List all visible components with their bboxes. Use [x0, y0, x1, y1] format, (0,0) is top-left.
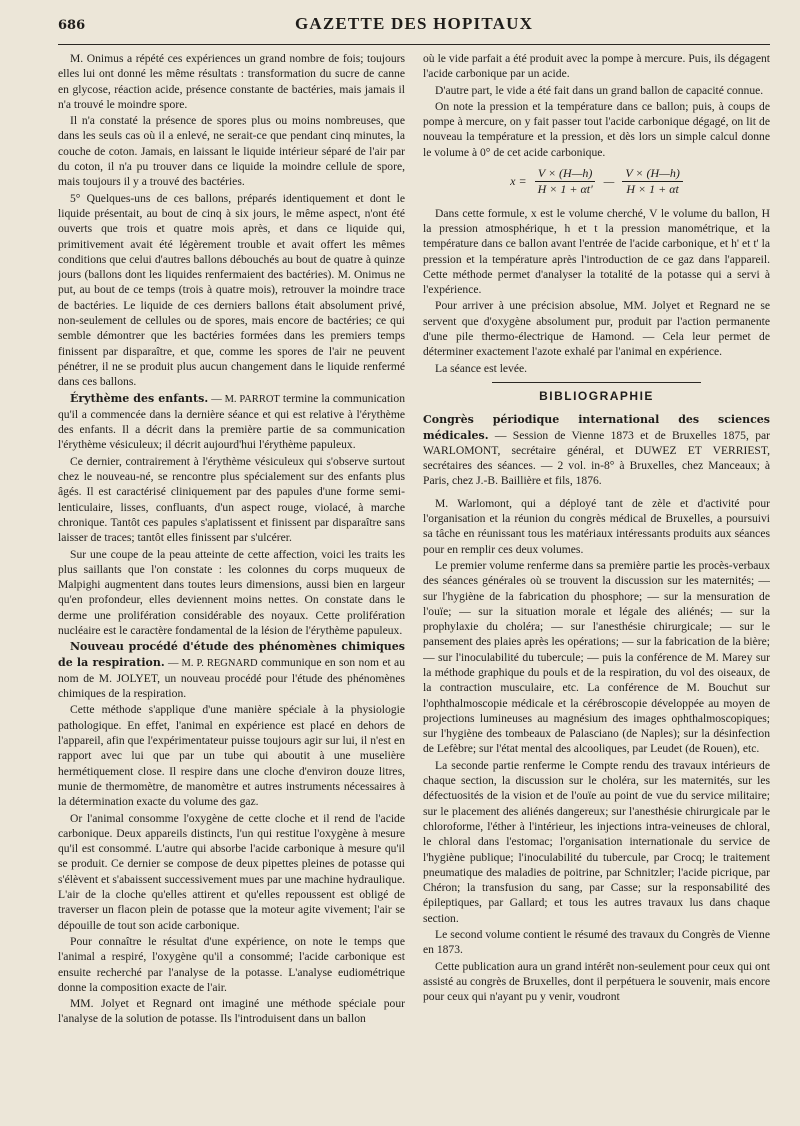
- fraction-1: [535, 166, 596, 198]
- right-column: [423, 51, 770, 1121]
- section-author: — M. P. REGNARD: [168, 657, 258, 669]
- paragraph: Sur une coupe de la peau atteinte de cette affection, voici les traits les plus saillants que l'on constate : les colonnes du corps muqueux de Malpighi augmentent dans toutes leurs dimensions, aussi bien en largeur qu'en profondeur, elles deviennent moins nettes. On constate dans le derme une prolifération considérable des noyaux. Cette prolifération nucléaire est le caractère fondamental de la lésion de l'érythème papuleux.: [58, 547, 405, 637]
- paragraph: Pour arriver à une précision absolue, MM. Jolyet et Regnard ne se servent que d'oxygène absolument pur, produit par l'action permanente d'une pile thermo-électrique de Hamond. — Cela leur permet de déterminer exactement l'azote exhalé par l'animal en expérience.: [423, 299, 770, 359]
- paragraph: Pour connaître le résultat d'une expérience, on note le temps que l'animal a respiré, l'oxygène qu'il a consommé; l'acide carbonique est ensuite recherché par l'analyse de la potasse. L'analyse eudiométrique donne la composition exacte de l'air.: [58, 934, 405, 994]
- paragraph: D'autre part, le vide a été fait dans un grand ballon de capacité connue.: [435, 83, 764, 97]
- paragraph: MM. Jolyet et Regnard ont imaginé une méthode spéciale pour l'analyse de la solution de potasse. Ils l'introduisent dans un ballon: [58, 997, 405, 1026]
- formula-lhs: x =: [510, 174, 527, 189]
- text-columns: [58, 51, 770, 1121]
- section-title: Érythème des enfants.: [70, 391, 209, 405]
- paragraph: Ce dernier, contrairement à l'érythème vésiculeux qui s'observe surtout chez le nouveau-né, se rencontre plus spécialement sur des enfants plus âgés. Il est caractérisé cliniquement par des papules d'une forme semi-lenticulaire, lisses, confluants, d'un aspect rouge, violacé, à marche chronique. Tantôt ces papules s'aplatissent et finissent par disparaître sans laisser de traces; tantôt elles finissent par s'ulcérer.: [58, 454, 405, 545]
- page-header: [58, 14, 770, 45]
- fraction-numerator: V × (H—h): [622, 166, 683, 182]
- paragraph: Cette méthode s'applique d'une manière spéciale à la physiologie pathologique. En effet, l'animal en expérience est placé en dehors de l'appareil, afin que l'expérimentateur puisse toujours agir sur lui, il n'est en rapport avec lui que par un tube qui aboutit à une muselière hermétiquement close. Il respire dans une cloche d'environ douze litres, munie de thermomètre, de manomètre et autres instruments nécessaires à la détermination exacte du volume des gaz.: [58, 703, 405, 809]
- section-paragraph: [58, 639, 405, 701]
- paragraph: 5° Quelques-uns de ces ballons, préparés identiquement et dont le liquide présentait, au bout de cinq à six jours, le même aspect, n'ont été ouverts que trois et quatre mois après, et dans ce liquide qui, primitivement avait été légèrement trouble et avait offert les mêmes conditions que celui d'autres ballons débouchés au bout de quatre à quinze jours (ballons dont les liquides renfermaient des bactéries). M. Onimus ne put, au bout de ce temps (trois à quatre mois), retrouver la moindre trace de bactéries. Le liquide de ces derniers ballons était absolument privé, non-seulement de cellules ou de spores, mais encore de bactéries; ce qui semble démontrer que les bactéries formées dans les premiers temps finissent par disparaître, et que, comme les spores de l'air ne peuvent pénétrer, il ne se produit plus aucun changement dans le liquide renfermé dans ces ballons.: [58, 191, 405, 389]
- book-entry: [423, 412, 770, 488]
- fraction-numerator: V × (H—h): [535, 166, 596, 182]
- paragraph: Le second volume contient le résumé des travaux du Congrès de Vienne en 1873.: [423, 928, 770, 957]
- closing-line: La séance est levée.: [435, 361, 528, 375]
- book-title: Congrès périodique international des sciences médicales.: [423, 413, 770, 442]
- left-column: [58, 51, 405, 1121]
- paragraph: Dans cette formule, x est le volume cherché, V le volume du ballon, H la pression atmosphérique, h et t la pression manométrique, et la température dans ce ballon avant l'entrée de l'acide carbonique, et h' et t' la pression et la température après l'introduction de ce gaz dans l'appareil. Cette méthode permet d'analyser la totalité de la potasse qui a servi à l'expérience.: [423, 206, 770, 297]
- fraction-denominator: H × 1 + αt: [626, 182, 679, 197]
- paragraph: La seconde partie renferme le Compte rendu des travaux intérieurs de chaque section, la discussion sur le choléra, sur les maternités, sur les défectuosités de la vision et de l'ouïe au point de vue du service militaire; sur le placement des aliénés dangereux; sur l'anesthésie chirurgicale par le chloroforme, l'éther à l'intérieur, les injections intra-veineuses de chloral, le chloral dans l'estomac; l'organisation internationale du service de l'hygiène publique; l'inoculabilité du tubercule, par Crocq; le traitement pneumatique des maladies de poitrine, par Schnitzler; l'acide picrique, par Chéron; la transfusion du sang, par Casse; sur la responsabilité des épileptiques, par Gallard; et tous les autres travaux lus dans chaque section.: [423, 758, 770, 925]
- paragraph: On note la pression et la température dans ce ballon; puis, à coups de pompe à mercure, on y fait passer tout l'acide carbonique dégagé, on lit de nouveau la température et la pression, et dès lors un simple calcul donne le volume à 0° de cet acide carbonique.: [423, 99, 770, 159]
- section-heading-bibliographie: BIBLIOGRAPHIE: [539, 388, 654, 403]
- paragraph: Cette publication aura un grand intérêt non-seulement pour ceux qui ont assisté au congrès de Bruxelles, dont il perpétuera le souvenir, mais encore pour ceux qui n'ayant pu y venir, voudront: [423, 959, 770, 1004]
- paragraph: où le vide parfait a été produit avec la pompe à mercure. Puis, ils dégagent l'acide carbonique par un acide.: [423, 52, 770, 81]
- section-text: termine la communication qu'il a commencée dans la dernière séance et qui est relative à l'érythème des enfants. Il a décrit dans la première partie de sa communication l'érythème vésiculeux; il décrit aujourd'hui l'érythème papuleux.: [58, 391, 405, 452]
- formula-minus: —: [603, 174, 615, 189]
- paragraph: M. Onimus a répété ces expériences un grand nombre de fois; toujours elles lui ont donné les même résultats : transformation du sucre de canne en glycose, réaction acide, présence constante de bactéries, mais jamais il n'a trouvé le moindre spore.: [58, 52, 405, 111]
- paragraph: M. Warlomont, qui a déployé tant de zèle et d'activité pour l'organisation et la réunion du congrès médical de Bruxelles, a poursuivi sa tâche en réunissant tous les matériaux intéressants produits aux séances pour en remplir ces deux volumes.: [423, 496, 770, 556]
- section-title: Nouveau procédé d'étude des phénomènes chimiques de la respiration.: [58, 640, 405, 669]
- formula: [423, 166, 770, 198]
- page-number: 686: [58, 18, 86, 33]
- paragraph: Or l'animal consomme l'oxygène de cette cloche et il rend de l'acide carbonique. Deux appareils distincts, l'un qui restitue l'oxygène à mesure qu'il est consommé. L'autre qui absorbe l'acide carbonique à mesure qu'il se produit. Ce dernier se compose de deux pipettes pleines de potasse qui s'élèvent et s'abaissent successivement mues par une machine hydraulique. L'air de la cloche qu'elles attirent et qu'elles repoussent est obligé de traverser un flacon plein de potasse que la moteur agite vivement; l'air se dépouille de tout son acide carbonique.: [58, 811, 405, 932]
- running-title: GAZETTE DES HOPITAUX: [294, 14, 534, 33]
- book-details: — Session de Vienne 1873 et de Bruxelles 1875, par WARLOMONT, secrétaire général, et DUWEZ ET VERRIEST, secrétaires des séances. — 2 vol. in-8° à Bruxelles, chez Manceaux; à Paris, chez J.-B. Baillière et fils, 1876.: [423, 428, 770, 488]
- section-text: communique en son nom et au nom de M. JOLYET, un nouveau procédé pour l'étude des phénomènes chimiques de la respiration.: [58, 655, 405, 701]
- fraction-2: [622, 166, 683, 198]
- fraction-denominator: H × 1 + αt': [537, 182, 593, 197]
- section-author: — M. PARROT: [211, 393, 280, 405]
- divider: [492, 382, 700, 383]
- paragraph: Il n'a constaté la présence de spores plus ou moins nombreuses, que dans les seuls cas où il a enlevé, ne serait-ce que pendant cinq minutes, la couche de coton. Jamais, en laissant le liquide intérieur séparé de l'air par du coton, il n'a pu trouver dans ce liquide la moindre cellule de spore, mais toujours il y a trouvé des bactéries.: [58, 114, 405, 189]
- paragraph: Le premier volume renferme dans sa première partie les procès-verbaux des séances générales où se trouvent la discussion sur les maternités; — sur l'hygiène de la fabrication du phosphore; — sur la mensuration de l'ouïe; — sur la situation morale et légale des aliénés; — sur la prophylaxie du choléra; — sur l'anesthésie chirurgicale; — sur le pansement des plaies après les opérations; — sur la fabrication de la bière; — sur l'inoculabilité du tubercule; — puis la conférence de M. Marey sur la méthode graphique du pouls et de la respiration, du vol des oiseaux, de la contraction musculaire, etc. La conférence de M. Bouchut sur l'ophthalmoscopie médicale et la cérébroscopie développée au moyen de projections lumineuses au magnésium des images ophthalmoscopiques; sur l'hygiène des tombeaux de Palasciano (de Naples); sur la désinfection de Lefèbre; sur l'état mental des alcooliques, par Leudet (de Rouen), etc.: [423, 558, 770, 756]
- section-paragraph: [58, 391, 405, 453]
